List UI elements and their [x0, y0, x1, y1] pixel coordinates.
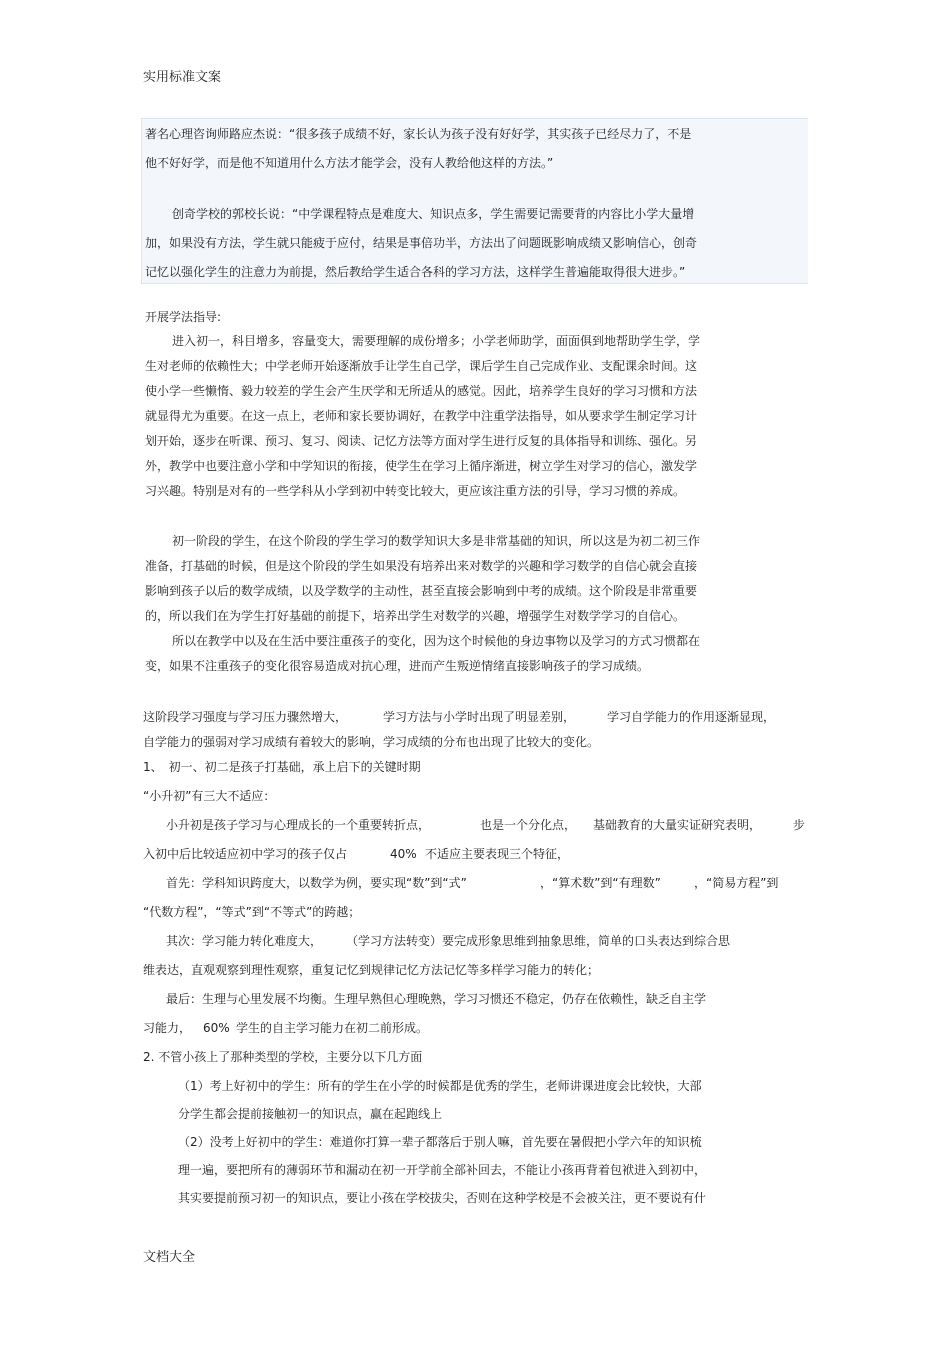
paragraph-line: 使小学一些懒惰、毅力较差的学生会产生厌学和无所适从的感觉。因此，培养学生良好的学习习惯和方法	[145, 384, 698, 398]
list-item: 1、 初一、初二是孩子打基础，承上启下的关键时期	[143, 760, 421, 774]
paragraph-line: 自学能力的强弱对学习成绩有着较大的影响，学习成绩的分布也出现了比较大的变化。	[143, 735, 600, 749]
quote-line: 著名心理咨询师路应杰说：“很多孩子成绩不好，家长认为孩子没有好好学，其实孩子已经尽力了，不是	[145, 127, 692, 141]
quote-line: 加，如果没有方法，学生就只能疲于应付，结果是事倍功半，方法出了问题既影响成绩又影响信心，创奇	[145, 236, 698, 250]
paragraph-line: 变，如果不注重孩子的变化很容易造成对抗心理，进而产生叛逆情绪直接影响孩子的学习成绩。	[145, 659, 650, 673]
paragraph-line: 进入初一，科目增多，容量变大，需要理解的成份增多；小学老师助学，面面俱到地帮助学生学，学	[172, 334, 701, 348]
page-header: 实用标准文案	[143, 70, 222, 85]
paragraph-line: ，“简易方程”到	[694, 876, 779, 890]
quote-line: 创奇学校的郭校长说：“中学课程特点是难度大、知识点多，学生需要记需要背的内容比小学大量增	[172, 207, 695, 221]
paragraph-line: 其次：学习能力转化难度大，	[166, 934, 323, 948]
paragraph-line: 首先：学科知识跨度大，以数学为例，要实现“数”到“式”	[166, 876, 467, 890]
paragraph-line: 影响到孩子以后的数学成绩，以及学数学的主动性，甚至直接会影响到中考的成绩。这个阶段是非常重要	[145, 584, 698, 598]
subheading: “小升初”有三大不适应：	[143, 789, 276, 803]
paragraph-line: 步	[793, 818, 806, 832]
section-heading: 开展学法指导:	[145, 310, 222, 324]
paragraph-line: 学习自学能力的作用逐渐显现，	[607, 710, 776, 724]
paragraph-line: 维表达，直观观察到理性观察，重复记忆到规律记忆方法记忆等多样学习能力的转化；	[143, 963, 600, 977]
paragraph-line: 初一阶段的学生，在这个阶段的学生学习的数学知识大多是非常基础的知识，所以这是为初二初三作	[172, 534, 701, 548]
quote-line: 他不好好学，而是他不知道用什么方法才能学会，没有人教给他这样的方法。”	[145, 156, 554, 170]
paragraph-line: 理一遍，要把所有的薄弱环节和漏动在初一开学前全部补回去，不能让小孩再背着包袱进入到初中，	[178, 1163, 707, 1177]
paragraph-line: 也是一个分化点，	[480, 818, 577, 832]
paragraph-line: 生对老师的依赖性大；中学老师开始逐渐放手让学生自己学，课后学生自己完成作业、支配课余时间。这	[145, 359, 698, 373]
paragraph-line: （2）没考上好初中的学生：难道你打算一辈子都落后于别人嘛，首先要在暑假把小学六年的知识梳	[178, 1135, 702, 1149]
paragraph-line: 其实要提前预习初一的知识点，要让小孩在学校拔尖，否则在这种学校是不会被关注，更不要说有什	[178, 1191, 707, 1205]
paragraph-line: 这阶段学习强度与学习压力骤然增大，	[143, 710, 348, 724]
paragraph-line: 习能力，	[143, 1021, 192, 1035]
paragraph-line: 外，教学中也要注意小学和中学知识的衔接，使学生在学习上循序渐进，树立学生对学习的信心，激发学	[145, 459, 698, 473]
paragraph-line: 习兴趣。特别是对有的一些学科从小学到初中转变比较大，更应该注重方法的引导，学习习惯的养成。	[145, 484, 686, 498]
paragraph-line: 学生的自主学习能力在初二前形成。	[236, 1021, 429, 1035]
paragraph-line: ，“算术数”到“有理数”	[540, 876, 661, 890]
paragraph-line: （1）考上好初中的学生：所有的学生在小学的时候都是优秀的学生，老师讲课进度会比较快，大部	[178, 1079, 702, 1093]
paragraph-line: 分学生都会提前接触初一的知识点，赢在起跑线上	[178, 1107, 443, 1121]
page-footer: 文档大全	[143, 1250, 196, 1265]
quote-box	[141, 118, 808, 284]
paragraph-line: （学习方法转变）要完成形象思维到抽象思维，简单的口头表达到综合思	[346, 934, 731, 948]
paragraph-line: 小升初是孩子学习与心理成长的一个重要转折点，	[166, 818, 431, 832]
paragraph-line: 40%	[390, 847, 417, 861]
list-item: 2. 不管小孩上了那种类型的学校，主要分以下几方面	[143, 1050, 423, 1064]
paragraph-line: 划开始，逐步在听课、预习、复习、阅读、记忆方法等方面对学生进行反复的具体指导和训练、强化。另	[145, 434, 698, 448]
paragraph-line: 就显得尤为重要。在这一点上，老师和家长要协调好，在教学中注重学法指导，如从要求学生制定学习计	[145, 409, 698, 423]
paragraph-line: 所以在教学中以及在生活中要注重孩子的变化，因为这个时候他的身边事物以及学习的方式习惯都在	[172, 634, 701, 648]
paragraph-line: 学习方法与小学时出现了明显差别，	[383, 710, 576, 724]
paragraph-line: 不适应主要表现三个特征，	[425, 847, 570, 861]
paragraph-line: 基础教育的大量实证研究表明，	[593, 818, 762, 832]
paragraph-line: 入初中后比较适应初中学习的孩子仅占	[143, 847, 348, 861]
paragraph-line: 的，所以我们在为学生打好基础的前提下，培养出学生对数学的兴趣，增强学生对数学学习的自信心。	[145, 609, 686, 623]
quote-line: 记忆以强化学生的注意力为前提，然后教给学生适合各科的学习方法，这样学生普遍能取得很大进步。”	[145, 265, 686, 279]
paragraph-line: 准备，打基础的时候，但是这个阶段的学生如果没有培养出来对数学的兴趣和学习数学的自信心就会直接	[145, 559, 698, 573]
paragraph-line: “代数方程”，“等式”到“不等式”的跨越；	[143, 905, 361, 919]
paragraph-line: 60%	[203, 1021, 230, 1035]
paragraph-line: 最后：生理与心里发展不均衡。生理早熟但心理晚熟，学习习惯还不稳定，仍存在依赖性，缺乏自主学	[166, 992, 707, 1006]
